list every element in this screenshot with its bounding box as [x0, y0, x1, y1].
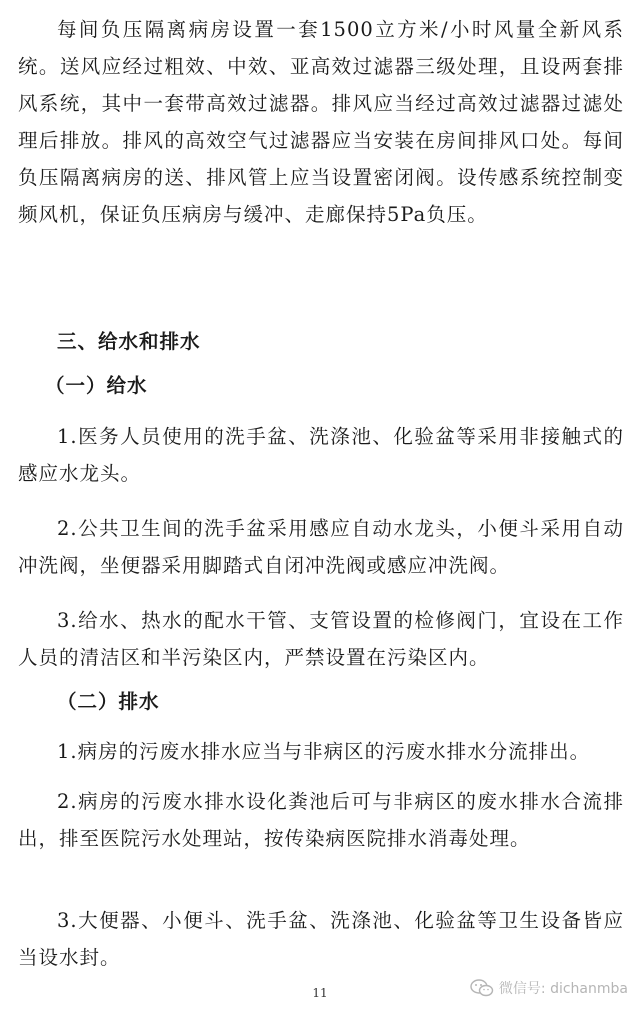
subsection-heading-water-supply: （一）给水	[45, 374, 148, 397]
ventilation-paragraph: 每间负压隔离病房设置一套1500立方米/小时风量全新风系统。送风应经过粗效、中效、亚高效过滤器三级处理，且设两套排风系统，其中一套带高效过滤器。排风应当经过高效过滤器过滤处理后排放。排风的高效空气过滤器应当安装在房间排风口处。每间负压隔离病房的送、排风管上应当设置密闭阀。设传感系统控制变频风机，保证负压病房与缓冲、走廊保持5Pa负压。	[18, 18, 624, 226]
watermark-text: 微信号: dichanmba	[498, 981, 628, 997]
drainage-item-3: 3.大便器、小便斗、洗手盆、洗涤池、化验盆等卫生设备皆应当设水封。	[18, 909, 624, 969]
water-supply-item-3: 3.给水、热水的配水干管、支管设置的检修阀门，宜设在工作人员的清洁区和半污染区内，严禁设置在污染区内。	[18, 609, 624, 669]
wechat-icon	[470, 979, 494, 997]
water-supply-item-2: 2.公共卫生间的洗手盆采用感应自动水龙头，小便斗采用自动冲洗阀，坐便器采用脚踏式自闭冲洗阀或感应冲洗阀。	[18, 517, 624, 577]
section-heading-water-drainage: 三、给水和排水	[57, 330, 201, 353]
subsection-heading-drainage: （二）排水	[57, 690, 160, 713]
drainage-item-2: 2.病房的污废水排水设化粪池后可与非病区的废水排水合流排出，排至医院污水处理站，按传染病医院排水消毒处理。	[18, 790, 624, 850]
page-number: 11	[312, 986, 328, 1000]
watermark	[470, 978, 628, 998]
drainage-item-1: 1.病房的污废水排水应当与非病区的污废水排水分流排出。	[57, 740, 591, 763]
water-supply-item-1: 1.医务人员使用的洗手盆、洗涤池、化验盆等采用非接触式的感应水龙头。	[18, 425, 624, 485]
